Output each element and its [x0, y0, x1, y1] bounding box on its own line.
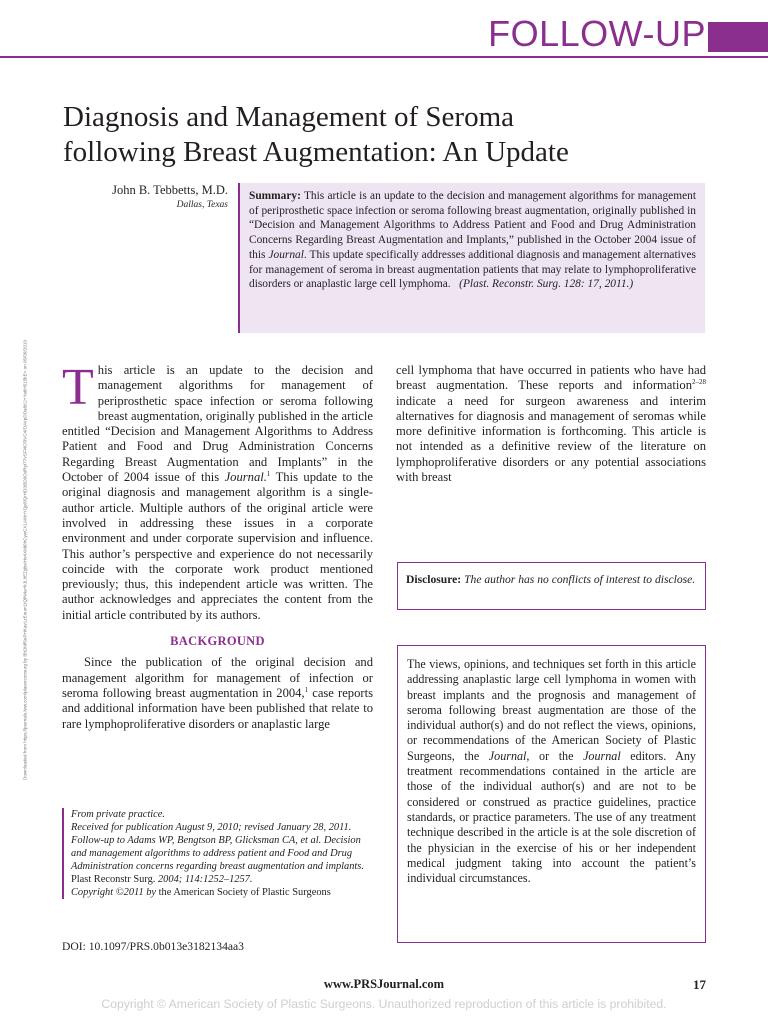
author-affiliation: Dallas, Texas	[176, 200, 228, 210]
download-watermark: Downloaded from https://journals.lww.com/plasreconsurg by BhDMf5ePHKav1zEoum1tQfN4a+kJLhEZgbsIHo4XMi0hCywCX1AWnYQp/IlQrHD3i3D0OdRyi7TvSFl4Cf3VC4/OAVpDDa8K2+Ya6H515kE= on 05/09/2019	[22, 340, 28, 780]
bg-text-b: case reports and additional information have been published that relate to rare lymphoproliferative disorders or anaplastic large	[62, 685, 373, 731]
drop-cap: T	[62, 359, 94, 416]
disclosure-box	[397, 562, 706, 610]
footnote-followup: Follow-up to Adams WP, Bengtson BP, Glicksman CA, et al. Decision and management algorithms to address patient and Food and Drug Administration concerns regarding breast augmentation and implants. Plast Reconstr Surg. 2004; 114:1252–1257.	[71, 835, 364, 885]
background-heading: BACKGROUND	[170, 634, 265, 649]
disclaimer-box: The views, opinions, and techniques set forth in this article addressing anaplastic large cell lymphoma in women with breast implants and the prognosis and management of seroma following breast augmentation are those of the individual author(s) and do not reflect the views, opinions, or recommendations of the American Society of Plastic Surgeons, the Journal, or the Journal editors. Any treatment recommendations contained in the article are those of the individual author(s) and are not to be considered or construed as practice guidelines, practice standards, or practice parameters. The use of any treatment technique described in the article is at the sole discretion of the physician in the exercise of his or her independent medical judgment taking into account the patient’s individual circumstances.	[397, 645, 706, 943]
header-rule	[0, 56, 768, 58]
article-footnote	[62, 808, 373, 899]
summary-text-a: This article is an update to the decision and management algorithms for management of periprosthetic space infection or seroma following breast augmentation, originally published in “Decision and Management Algorithms to Address Patient and Food and Drug Administration Concerns Regarding Breast Augmentation and Implants,” published in the October 2004 issue of this	[249, 190, 696, 261]
doi: DOI: 10.1097/PRS.0b013e3182134aa3	[62, 940, 244, 953]
right-ref: 2–28	[692, 378, 706, 387]
right-text-a: cell lymphoma that have occurred in patients who have had breast augmentation. These reports and information	[396, 363, 706, 393]
disclosure-text: The author has no conflicts of interest to disclose.	[461, 573, 696, 586]
footnote-journal: Plast Reconstr Surg.	[71, 874, 156, 885]
intro-text-b: This update to the original diagnosis and management algorithm is a single-author article. Multiple authors of the original article were involved in addressing these issues in a corporate environment and under corporate supervision and influence. This author’s perspective and experience do not necessarily coincide with the corporate work product mentioned previously; thus, this independent article was written. The author acknowledges and appreciates the content from the initial article contributed by its authors.	[62, 470, 373, 622]
article-title-line1: Diagnosis and Management of Seroma	[63, 101, 515, 133]
right-text-b: indicate a need for surgeon awareness and interim alternatives for diagnosis and management of seromas while more definitive information is forthcoming. This article is not intended as a definitive review of the literature on lymphoproliferative disorders or any potential associations with breast	[396, 393, 706, 485]
bg-ref: 1	[304, 685, 309, 694]
bg-text-a: Since the publication of the original decision and management algorithm for management of infection or seroma following breast augmentation in 2004,	[62, 655, 373, 700]
page-number: 17	[693, 977, 706, 992]
disclosure-label: Disclosure:	[406, 573, 462, 586]
footnote-practice: From private practice.	[71, 809, 165, 820]
summary-journal: Journal	[268, 248, 304, 261]
right-paragraph	[396, 363, 706, 485]
summary-citation: (Plast. Reconstr. Surg. 128: 17, 2011.)	[459, 278, 634, 291]
article-title-line2: following Breast Augmentation: An Update	[63, 136, 569, 168]
summary-box	[238, 183, 705, 333]
intro-journal: Journal.	[224, 470, 267, 485]
footnote-copyright: Copyright ©2011 by the American Society of Plastic Surgeons	[71, 887, 331, 898]
intro-paragraph	[62, 359, 374, 623]
summary-label: Summary:	[249, 190, 301, 202]
journal-url[interactable]: www.PRSJournal.com	[323, 977, 445, 991]
author-name: John B. Tebbetts, M.D.	[112, 183, 228, 197]
section-label: FOLLOW-UP	[488, 13, 706, 54]
disclaimer-journal-2: Journal	[583, 748, 621, 763]
body-left-column	[62, 359, 374, 732]
footnote-received: Received for publication August 9, 2010; revised January 28, 2011.	[71, 822, 352, 833]
background-paragraph	[62, 655, 373, 731]
copyright-notice: Copyright © American Society of Plastic Surgeons. Unauthorized reproduction of this article is prohibited.	[101, 997, 667, 1011]
body-right-column	[396, 363, 706, 485]
intro-text-a: his article is an update to the decision and management algorithms for management of periprosthetic space infection or seroma following breast augmentation, originally published in the article entitled “Decision and Management Algorithms to Address Patient and Food and Drug Administration Concerns Regarding Breast Augmentation and Implants” in the October of 2004 issue of this	[62, 363, 374, 485]
author-block	[62, 183, 228, 210]
intro-ref: 1	[266, 470, 271, 479]
article-title	[63, 100, 663, 170]
section-label-bar	[708, 22, 768, 52]
disclaimer-journal-1: Journal	[488, 748, 527, 763]
summary-text-b: . This update specifically addresses additional diagnosis and management alternatives for management of seroma in breast augmentation patients that may relate to lymphoproliferative disorders or anaplastic large cell lymphoma.	[249, 248, 696, 291]
